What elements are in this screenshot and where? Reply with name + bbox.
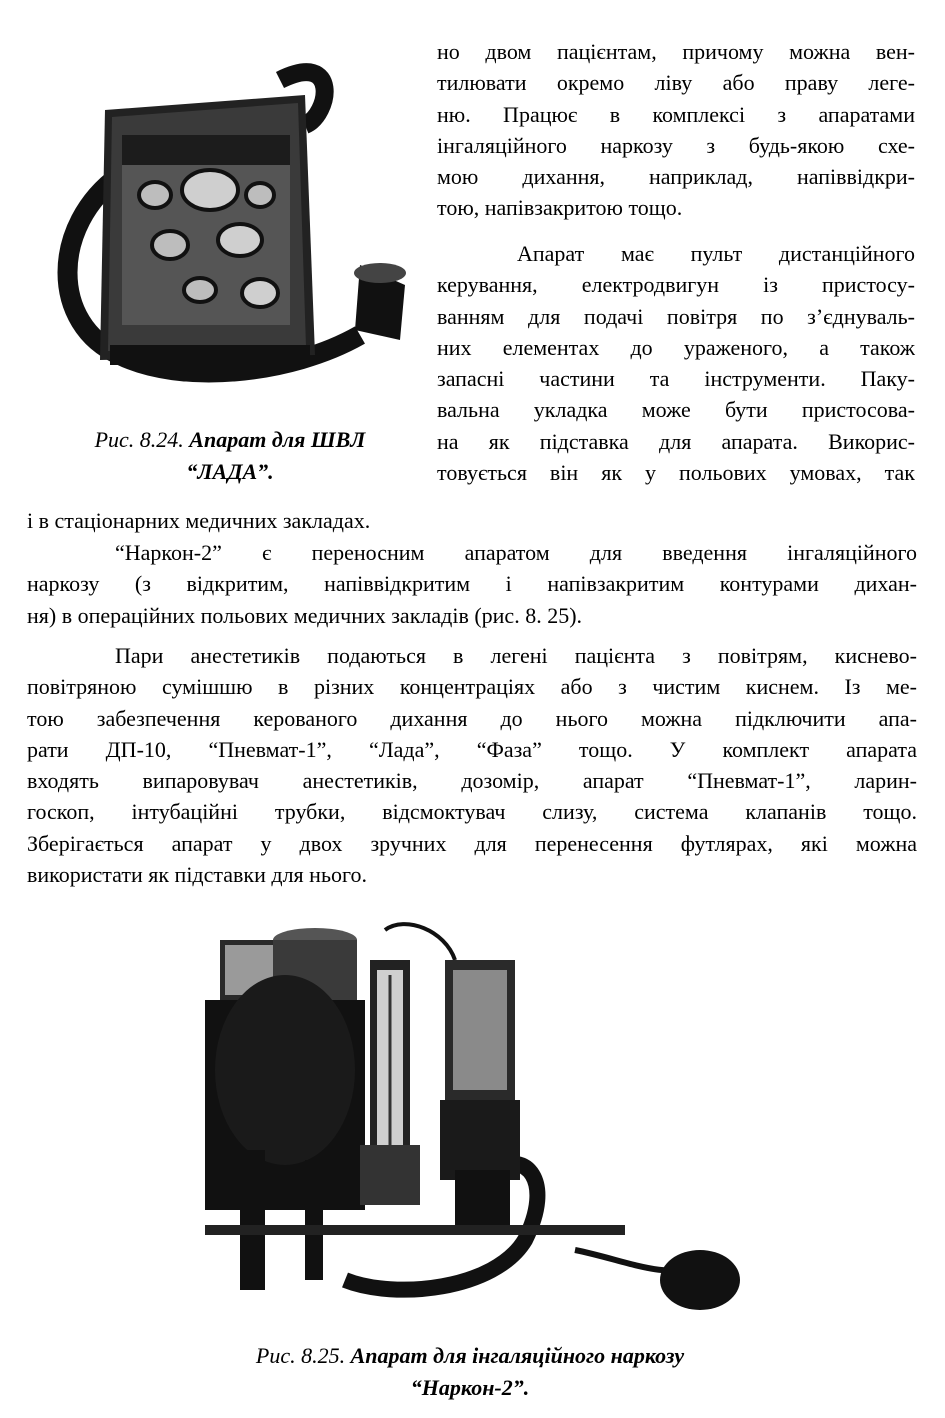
caption-number: Рис. 8.25. bbox=[255, 1343, 346, 1368]
text-column-second bbox=[437, 238, 915, 488]
text-line: ню. Працює в комплексі з апаратами bbox=[437, 101, 915, 127]
text-line: тою, напівзакритою тощо. bbox=[437, 195, 683, 221]
text-line: ня) в операційних польових медичних закладів (рис. 8. 25). bbox=[27, 602, 583, 628]
text-line: “Наркон-2” є переносним апаратом для введення інгаляційного bbox=[115, 540, 917, 565]
caption-number: Рис. 8.24. bbox=[94, 427, 184, 452]
text-line: тою забезпечення керованого дихання до нього можна підключити апа- bbox=[27, 705, 917, 731]
text-line: ванням для подачі повітря по з’єднуваль- bbox=[437, 303, 915, 329]
text-line: тилювати окремо ліву або праву леге- bbox=[437, 70, 915, 96]
text-line: використати як підставки для нього. bbox=[27, 862, 367, 888]
text-line: Зберігається апарат у двох зручних для перенесення футлярах, які можна bbox=[27, 830, 917, 856]
narkon-2-apparatus-photo bbox=[195, 920, 755, 1325]
text-line: і в стаціонарних медичних закладах. bbox=[27, 508, 371, 533]
text-line: вальна укладка може бути пристосова- bbox=[437, 397, 915, 423]
text-line: госкоп, інтубаційні трубки, відсмоктувач слизу, система клапанів тощо. bbox=[27, 799, 917, 825]
caption-title: Апарат для ШВЛ bbox=[189, 427, 366, 452]
figure-caption-8-25 bbox=[150, 1340, 790, 1404]
paragraph-1-end bbox=[27, 505, 917, 536]
text-line: на як підставка для апарата. Викорис- bbox=[437, 428, 915, 454]
text-line: рати ДП-10, “Пневмат-1”, “Лада”, “Фаза” тощо. У комплект апарата bbox=[27, 736, 917, 762]
text-line: товується він як у польових умовах, так bbox=[437, 460, 915, 486]
text-line: Апарат має пульт дистанційного bbox=[517, 241, 915, 266]
text-column-top bbox=[437, 36, 915, 224]
text-line: повітряною сумішшю в різних концентраціях або з чистим киснем. Із ме- bbox=[27, 674, 917, 700]
lada-ventilator-photo bbox=[30, 55, 430, 400]
text-line: Пари анестетиків подаються в легені пацієнта з повітрям, киснево- bbox=[115, 643, 917, 668]
text-line: но двом пацієнтам, причому можна вен- bbox=[437, 39, 915, 64]
caption-title: Апарат для інгаляційного наркозу bbox=[350, 1343, 685, 1368]
text-line: інгаляційного наркозу з будь-якою схе- bbox=[437, 132, 915, 158]
figure-caption-8-24 bbox=[50, 424, 410, 488]
caption-title-line2: “ЛАДА”. bbox=[186, 459, 274, 484]
text-line: входять випаровувач анестетиків, дозомір, апарат “Пневмат-1”, ларин- bbox=[27, 768, 917, 794]
caption-title-line2: “Наркон-2”. bbox=[410, 1375, 530, 1400]
paragraph-3 bbox=[27, 640, 917, 890]
text-line: наркозу (з відкритим, напіввідкритим і напівзакритим контурами дихан- bbox=[27, 571, 917, 597]
text-line: них елементах до ураженого, а також bbox=[437, 334, 915, 360]
text-line: запасні частини та інструменти. Паку- bbox=[437, 366, 915, 392]
text-line: керування, електродвигун із пристосу- bbox=[437, 272, 915, 298]
paragraph-2 bbox=[27, 537, 917, 631]
text-line: мою дихання, наприклад, напіввідкри- bbox=[437, 164, 915, 190]
